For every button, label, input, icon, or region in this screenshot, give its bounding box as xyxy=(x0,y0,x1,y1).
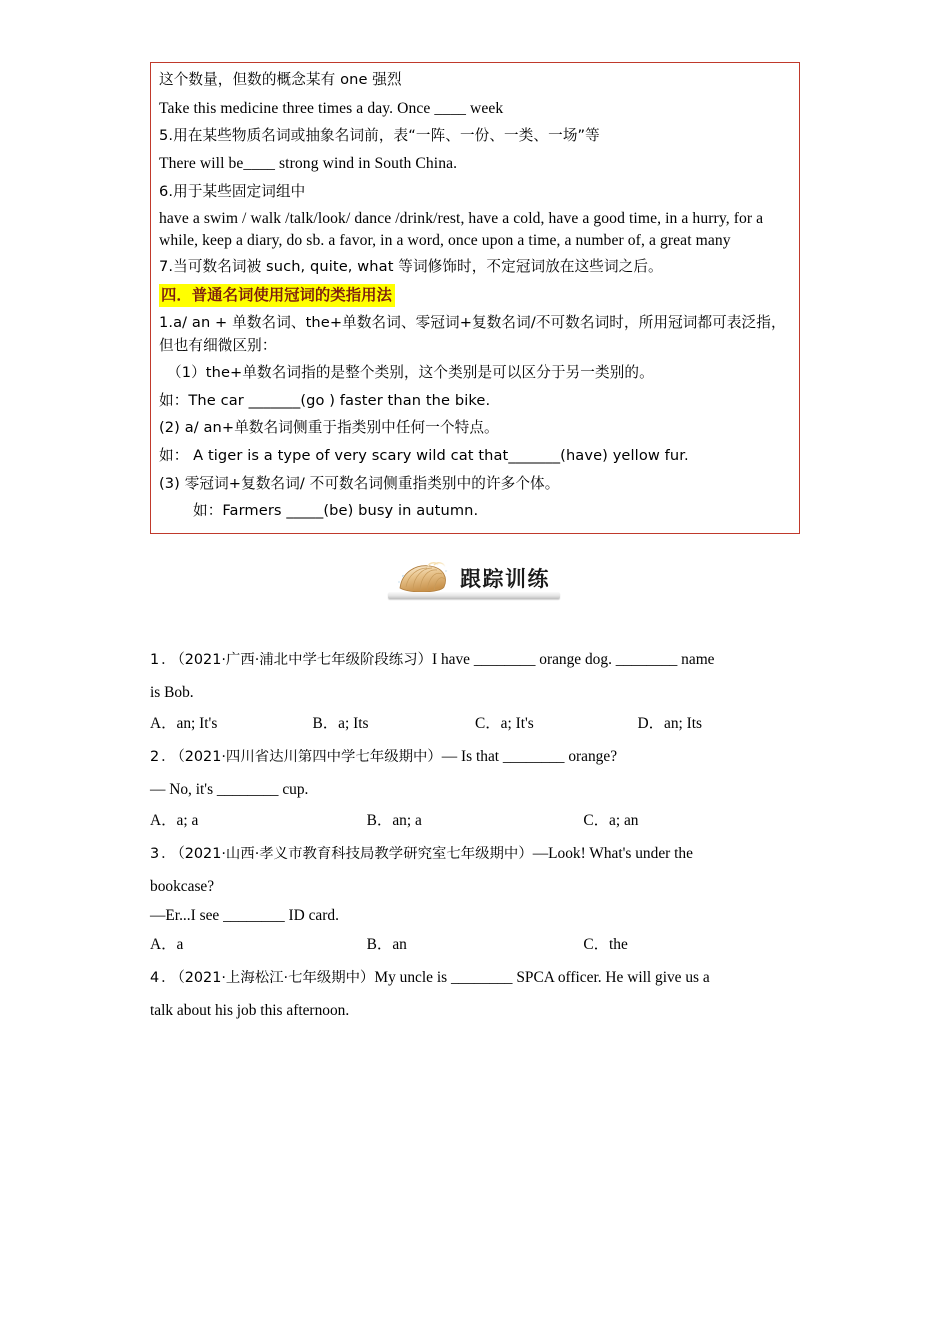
section-heading: 四．普通名词使用冠词的类指用法 xyxy=(159,284,395,307)
note-line-7: 7.当可数名词被 such, quite, what 等词修饰时，不定冠词放在这些词之后。 xyxy=(159,258,663,276)
note-line-5: 6.用于某些固定词组中 xyxy=(159,183,306,201)
option-b[interactable]: B．an xyxy=(366,936,407,954)
option-c[interactable]: C．the xyxy=(583,936,628,954)
practice-questions xyxy=(150,643,800,1027)
question-1-number: 1． xyxy=(150,652,178,668)
note-body-7-example: 如：Farmers _____(be) busy in autumn. xyxy=(193,502,479,520)
banner-title: 跟踪训练 xyxy=(460,567,550,591)
option-b[interactable]: B．an; a xyxy=(366,812,422,830)
option-b[interactable]: B．a; Its xyxy=(312,715,369,733)
question-1-stem xyxy=(150,643,800,676)
note-body-4: (2) a/ an+单数名词侧重于指类别中任何一个特点。 xyxy=(159,419,499,437)
note-body-2: （1）the+单数名词指的是整个类别，这个类别是可以区分于另一类别的。 xyxy=(167,364,654,382)
option-d[interactable]: D．an; Its xyxy=(637,715,703,733)
question-4-text: My uncle is ________ SPCA officer. He will give us a xyxy=(374,969,710,987)
note-line-2: Take this medicine three times a day. Once ____ week xyxy=(159,99,504,117)
question-1-options xyxy=(150,709,800,740)
question-2-source: （2021·四川省达川第四中学七年级期中） xyxy=(177,749,442,766)
question-2-text: — Is that ________ orange? xyxy=(441,748,618,766)
question-2-stem xyxy=(150,740,800,773)
note-line-3: 5.用在某些物质名词或抽象名词前，表“一阵、一份、一类、一场”等 xyxy=(159,127,600,145)
option-a[interactable]: A．an; It's xyxy=(150,715,218,733)
note-body-3-example: 如：The car _______(go ) faster than the bike. xyxy=(159,391,491,409)
question-3-stem xyxy=(150,837,800,870)
note-body-5-example: 如： A tiger is a type of very scary wild cat that_______(have) yellow fur. xyxy=(159,447,689,465)
question-1-stem-cont: is Bob. xyxy=(150,684,194,702)
section-heading-row xyxy=(159,284,791,307)
question-3-stem-cont2: —Er...I see ________ ID card. xyxy=(150,907,339,925)
grammar-notes-box xyxy=(150,62,800,534)
question-4-stem-cont: talk about his job this afternoon. xyxy=(150,1002,350,1020)
question-2 xyxy=(150,740,800,837)
shell-scroll-icon xyxy=(394,562,452,596)
option-a[interactable]: A．a; a xyxy=(150,812,199,830)
question-3-stem-cont: bookcase? xyxy=(150,878,215,896)
note-body-6: (3) 零冠词+复数名词/ 不可数名词侧重指类别中的许多个体。 xyxy=(159,474,560,492)
question-2-stem-cont: — No, it's ________ cup. xyxy=(150,781,309,799)
question-3-text: —Look! What's under the xyxy=(532,845,693,863)
question-3-number: 3． xyxy=(150,846,178,863)
note-body-1: 1.a/ an + 单数名词、the+单数名词、零冠词+复数名词/不可数名词时，所用冠词都可表泛指，但也有细微区别： xyxy=(159,313,786,354)
question-4-stem xyxy=(150,961,800,994)
question-1-source: （2021·广西·浦北中学七年级阶段练习） xyxy=(177,652,432,668)
banner-base-bar xyxy=(388,592,560,599)
question-4 xyxy=(150,961,800,1027)
note-line-1: 这个数量，但数的概念某有 one 强烈 xyxy=(159,71,402,88)
question-3 xyxy=(150,837,800,961)
note-line-4: There will be____ strong wind in South China. xyxy=(159,155,458,173)
question-1-text: I have ________ orange dog. ________ name xyxy=(431,651,715,668)
question-3-options xyxy=(150,930,800,961)
question-3-source: （2021·山西·孝义市教育科技局教学研究室七年级期中） xyxy=(177,846,533,863)
option-c[interactable]: C．a; an xyxy=(583,812,639,830)
practice-banner xyxy=(382,558,572,606)
question-1 xyxy=(150,643,800,740)
option-c[interactable]: C．a; It's xyxy=(475,715,534,733)
question-4-source: （2021·上海松江·七年级期中） xyxy=(177,970,375,987)
question-4-number: 4． xyxy=(150,970,178,987)
question-2-options xyxy=(150,806,800,837)
note-line-6-fixed-phrases: have a swim / walk /talk/look/ dance /drink/rest, have a cold, have a good time, in a hurry, for a while, keep a diary, do sb. a favor, in a word, once upon a time, a number of, a great many xyxy=(159,210,764,249)
option-a[interactable]: A．a xyxy=(150,936,184,954)
question-2-number: 2． xyxy=(150,749,178,766)
